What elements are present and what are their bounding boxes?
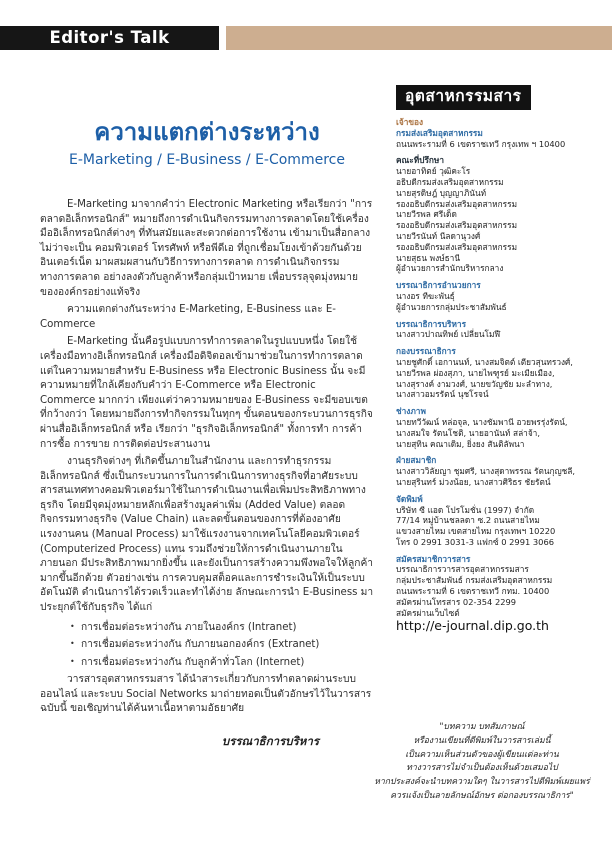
section-line: บรรณาธิการวารสารอุตสาหกรรมสาร (396, 564, 529, 575)
bullet-item (70, 636, 374, 654)
bullet-icon: • (70, 656, 75, 666)
section-heading: เจ้าของ (396, 117, 424, 127)
paragraph: E-Marketing นั้นคือรูปแบบการทำการตลาดในรูปแบบหนึ่ง โดยใช้เครื่องมือทางอิเล็กทรอนิกส์ เครื่องมือดิจิตอลเข้ามาช่วยในการทำการตลาด แต่ในความหมายสำหรับ E-Business หรือ Electronic Business นั้น จะมีความหมายที่ใกล้เคียงกับคำว่า E-Commerce หรือ Electronic Commerce มากกว่า เพียงแต่ว่าความหมายของ E-Business จะมีขอบเขตที่กว้างกว่า โดยหมายถึงการทำกิจกรรมในทุกๆ ขั้นตอนของกระบวนการธุรกิจผ่านสื่ออิเล็กทรอนิกส์ หรือ เรียกว่า "ธุรกิจอิเล็กทรอนิกส์" ทั้งการทำ การค้า การซื้อ การขาย การติดต่อประสานงาน (40, 336, 373, 450)
paragraph: งานธุรกิจต่างๆ ที่เกิดขึ้นภายในสำนักงาน และการทำธุรกรรมอิเล็กทรอนิกส์ ซึ่งเป็นกระบวนการในการดำเนินการทางธุรกิจที่อาศัยระบบสารสนเทศทางคอมพิวเตอร์มาใช้ในการดำเนินงานเพื่อเพิ่มประสิทธิภาพทางธุรกิจ โดยมีจุดมุ่งหมายหลักเพื่อสร้างมูลค่าเพิ่ม (Added Value) ตลอดกิจกรรมทางธุรกิจ (Value Chain) และลดขั้นตอนของการที่ต้องอาศัยแรงงานคน (Manual Process) มาใช้แรงงานจากเทคโนโลยีคอมพิวเตอร์ (Computerized Process) แทน รวมถึงช่วยให้การดำเนินงานภายใน ภายนอก มีประสิทธิภาพมากยิ่งขึ้น และยังเป็นการสร้างความพึงพอใจให้ลูกค้ามากขึ้นอีกด้วย ตัวอย่างเช่น การควบคุมสต็อคและการชำระเงินให้เป็นระบบอัตโนมัติ ดำเนินการได้รวดเร็วและทำได้ง่าย ลักษณะการนำ E-Business มาประยุกต์ใช้กับธุรกิจ ได้แก่ (40, 456, 374, 614)
bullet-text: การเชื่อมต่อระหว่างกัน ภายในองค์กร (Intranet) (81, 621, 297, 633)
section-line: นายวีรพล ศรีเด็ด (396, 209, 457, 220)
section-line: รองอธิบดีกรมส่งเสริมอุตสาหกรรม (396, 241, 518, 252)
article-subtitle: E-Marketing / E-Business / E-Commerce (69, 152, 345, 168)
section-line: โทร 0 2991 3031-3 แฟกซ์ 0 2991 3066 (396, 536, 555, 547)
section-line: อธิบดีกรมส่งเสริมอุตสาหกรรม (396, 176, 504, 187)
article-title: ความแตกต่างระหว่าง (94, 118, 320, 146)
section-line: นายทวีวัฒน์ หล่อจุล, นางชัมพานี อวยพรรุ่งรัตน์, (396, 416, 568, 427)
section-line: นายสุธน พงษ์ธานี (396, 252, 461, 263)
section-line: รองอธิบดีกรมส่งเสริมอุตสาหกรรม (396, 220, 518, 231)
section-line: นายสุทิน คณาเดิม, ยิ่งยง สันติลัพนา (396, 438, 525, 449)
section-line: นายสุรดิษฎ์ บุญญาภินันท์ (396, 187, 487, 198)
section-heading: จัดพิมพ์ (396, 493, 423, 504)
section-line: นางสาวปาณทิพย์ เปลี่ยนโมฬี (396, 329, 501, 340)
editor-signature: บรรณาธิการบริหาร (221, 733, 319, 748)
section-line: นางสาวอมรรัตน์ นุชโรจน์ (396, 389, 489, 400)
section-line: ถนนพระรามที่ 6 เขตราชเทวี กรุงเทพ ฯ 10400 (396, 138, 566, 149)
section-line: 77/14 หมู่บ้านชลลดา ซ.2 ถนนสายไหม (396, 515, 540, 526)
closing-paragraph: วารสารอุตสาหกรรมสาร ได้นำสาระเกี่ยวกับการทำตลาดผ่านระบบออนไลน์ และระบบ Social Networks มาถ่ายทอดเป็นตัวอักษรไว้ในวารสารฉบับนี้ ขอเชิญท่านได้ค้นหาเนื้อหาตามอัธยาศัย (40, 674, 372, 715)
article-column (40, 112, 374, 751)
banner-tan-bar (226, 26, 612, 50)
disclaimer-line: เป็นความเห็นส่วนตัวของผู้เขียนแต่ละท่าน (405, 749, 559, 760)
section-line: นายวีรนันท์ นีลดานุวงศ์ (396, 230, 481, 241)
section-heading: บรรณาธิการอำนวยการ (396, 280, 481, 291)
section-heading: คณะที่ปรึกษา (396, 155, 445, 166)
section-heading: ช่างภาพ (396, 406, 426, 417)
section-line: กรมส่งเสริมอุตสาหกรรม (396, 127, 483, 138)
section-heading: กองบรรณาธิการ (396, 346, 456, 357)
bullet-text: การเชื่อมต่อระหว่างกัน กับลูกค้าทั่วโลก (Internet) (81, 656, 305, 668)
masthead-sidebar (396, 85, 588, 639)
section-heading: สมัครสมาชิกวารสาร (396, 553, 471, 564)
section-line: นางสาววิลัยญา ชุมศรี, นางสุดาพรรณ รัตนกุญชลี, (396, 466, 576, 477)
masthead-section (396, 494, 588, 548)
section-line: http://e-journal.dip.go.th (396, 618, 549, 634)
section-line: แขวงสายไหม เขตสายไหม กรุงเทพฯ 10220 (396, 526, 556, 537)
masthead-section (396, 455, 588, 487)
bullet-list (70, 619, 374, 672)
section-line: นายวีรพล ผ่องสุภา, นายไพฑูรย์ มะเมียเมือง, (396, 367, 555, 378)
banner-divider (219, 26, 226, 50)
editors-talk-label: Editor's Talk (49, 28, 170, 47)
masthead-section (396, 346, 588, 400)
masthead-section (396, 117, 588, 149)
section-line: นางสุรางค์ งามวงศ์, นายขวัญชัย มะลำทาง, (396, 378, 553, 389)
disclaimer-line: "บทความ บทสัมภาษณ์ (439, 722, 525, 732)
bullet-icon: • (70, 639, 75, 649)
masthead-title: อุตสาหกรรมสาร (396, 85, 531, 110)
masthead-section (396, 406, 588, 449)
section-line: นางอร ทีฆะพันธุ์ (396, 290, 455, 301)
section-heading: บรรณาธิการบริหาร (396, 318, 467, 329)
section-line: สมัครผ่านเว็บไซต์ (396, 607, 460, 618)
masthead-section (396, 554, 588, 634)
section-line: สมัครผ่านโทรสาร 02-354 2299 (396, 596, 517, 607)
paragraph: ความแตกต่างกันระหว่าง E-Marketing, E-Business และ E-Commerce (40, 304, 336, 330)
section-line: ผู้อำนวยการสำนักบริหารกลาง (396, 263, 504, 274)
section-line: นายสุรินทร์ ม่วงน้อย, นางสาวศิริธร ชัยรัตน์ (396, 476, 551, 487)
disclaimer-line: ทางวารสารไม่จำเป็นต้องเห็นด้วยเสมอไป (406, 763, 558, 774)
section-line: นางสมใจ รัตนโชติ, นายอานันท์ สล่าจ้า, (396, 427, 540, 438)
disclaimer-line: ควรแจ้งเป็นลายลักษณ์อักษร ต่อกองบรรณาธิการ" (390, 790, 574, 801)
section-line: ผู้อำนวยการกลุ่มประชาสัมพันธ์ (396, 301, 507, 312)
bullet-item (70, 654, 374, 672)
disclaimer-note (352, 721, 612, 804)
top-banner (0, 26, 612, 50)
masthead-section (396, 280, 588, 312)
masthead-section (396, 155, 588, 274)
article-body (40, 198, 374, 751)
section-line: รองอธิบดีกรมส่งเสริมอุตสาหกรรม (396, 198, 518, 209)
section-line: บริษัท ซี แอด โปรโมชั่น (1997) จำกัด (396, 504, 535, 515)
disclaimer-line: หรืองานเขียนที่ตีพิมพ์ในวารสารเล่มนี้ (413, 735, 551, 746)
paragraph: E-Marketing มาจากคำว่า Electronic Marketing หรือเรียกว่า "การตลาดอิเล็กทรอนิกส์" หมายถึงการดำเนินกิจกรรมทางการตลาดโดยใช้เครื่องมืออิเล็กทรอนิกส์ต่างๆ ที่ทันสมัยและสะดวกต่อการใช้งาน เข้ามาเป็นสื่อกลาง ไม่ว่าจะเป็น คอมพิวเตอร์ โทรศัพท์ หรือพีดีเอ ที่ถูกเชื่อมโยงเข้าด้วยกันด้วยอินเตอร์เน็ต มาผสมผสานกับวิธีการทางการตลาด การดำเนินกิจกรรมทางการตลาด อย่างลงตัวกับลูกค้าหรือกลุ่มเป้าหมาย เพื่อบรรลุจุดมุ่งหมายขององค์กรอย่างแท้จริง (40, 199, 373, 298)
section-line: กลุ่มประชาสัมพันธ์ กรมส่งเสริมอุตสาหกรรม (396, 575, 553, 586)
section-line: ถนนพระรามที่ 6 เขตราชเทวี กทม. 10400 (396, 586, 550, 597)
bullet-text: การเชื่อมต่อระหว่างกัน กับภายนอกองค์กร (Extranet) (81, 639, 320, 651)
editors-talk-header (0, 26, 219, 50)
masthead-section (396, 319, 588, 341)
disclaimer-line: หากประสงค์จะนำบทความใดๆ ในวารสารไปตีพิมพ์เผยแพร่ (374, 777, 590, 788)
section-line: นายอาทิตย์ วุฒิคะโร (396, 166, 471, 177)
masthead-sections (396, 117, 588, 633)
section-line: นายชูศักดิ์ เอกานนท์, นางสมจิตต์ เตียวสุนทรวงศ์, (396, 356, 573, 367)
section-heading: ฝ่ายสมาชิก (396, 455, 437, 466)
bullet-item (70, 619, 374, 637)
bullet-icon: • (70, 621, 75, 631)
